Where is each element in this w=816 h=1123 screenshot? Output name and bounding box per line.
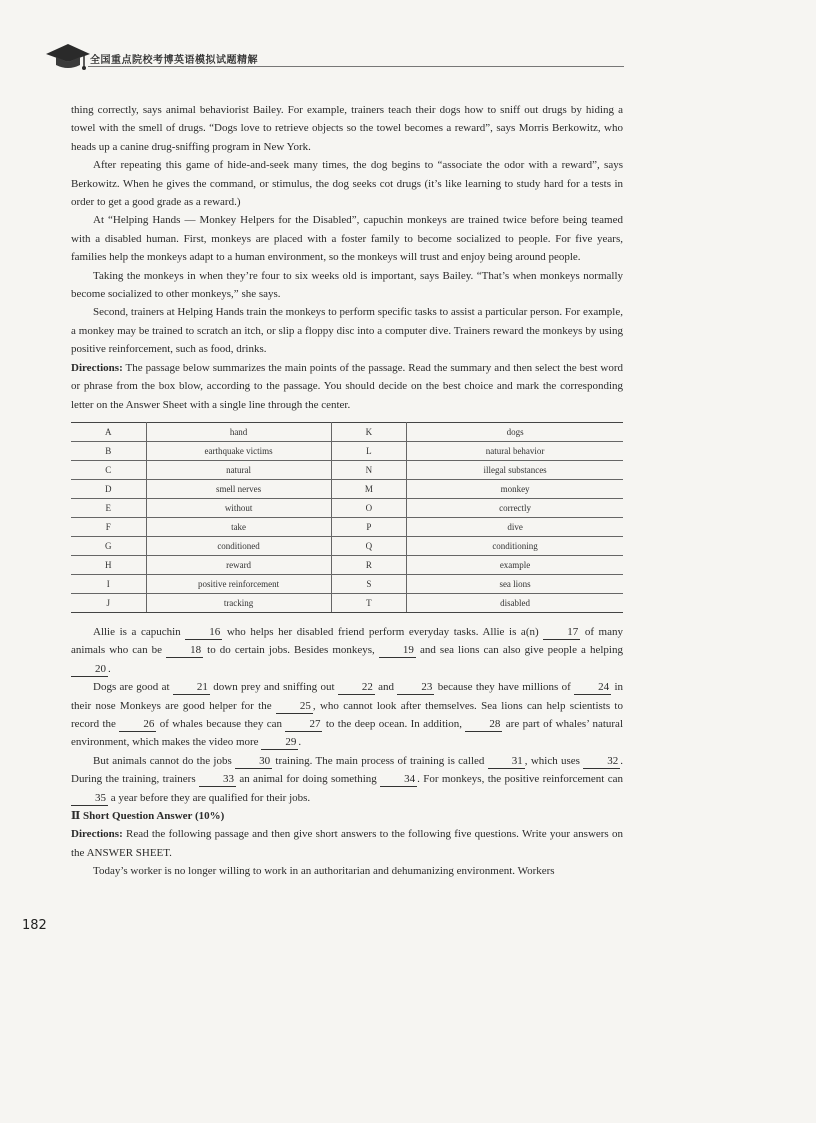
summary-text: Allie is a capuchin — [93, 625, 186, 638]
option-word: natural — [146, 460, 331, 479]
summary-text: Dogs are good at — [93, 681, 173, 694]
summary-text: training. The main process of training is called — [272, 754, 488, 767]
summary-text: an animal for doing something — [235, 773, 381, 786]
option-letter: H — [71, 555, 146, 574]
summary-text: a year before they are qualified for their jobs. — [108, 791, 311, 804]
answer-blank: 31 — [488, 755, 525, 769]
paragraph: Taking the monkeys in when they’re four to six weeks old is important, says Bailey. “That’s when monkeys normally become socialized to other monkeys,” she says. — [71, 269, 623, 301]
answer-blank: 34 — [380, 773, 417, 787]
summary-text: , who cannot look after themselves. Sea lions can help scientists to record the — [71, 699, 623, 730]
summary-text: , which uses — [524, 754, 584, 767]
option-letter: P — [331, 517, 407, 536]
summary-text: to the deep ocean. In addition, — [322, 717, 466, 730]
directions-label: Directions: — [71, 361, 123, 374]
page-number: 182 — [22, 918, 47, 933]
option-letter: Q — [331, 536, 407, 555]
option-letter: K — [331, 422, 407, 441]
table-row — [71, 441, 623, 460]
option-letter: M — [331, 479, 407, 498]
summary-text: to do certain jobs. Besides monkeys, — [203, 644, 379, 657]
summary-text: because they have millions of — [434, 681, 575, 694]
directions-label: Directions: — [71, 828, 123, 841]
option-word: conditioned — [146, 536, 331, 555]
answer-blank: 17 — [543, 626, 580, 640]
answer-blank: 28 — [465, 718, 502, 732]
summary-text: who helps her disabled friend perform everyday tasks. Allie is a(n) — [222, 625, 544, 638]
option-word: natural behavior — [407, 441, 623, 460]
table-row — [71, 479, 623, 498]
summary-text: down prey and sniffing out — [209, 681, 338, 694]
answer-blank: 35 — [71, 792, 108, 806]
option-letter: G — [71, 536, 146, 555]
table-row — [71, 460, 623, 479]
option-letter: D — [71, 479, 146, 498]
paragraph: At “Helping Hands — Monkey Helpers for the Disabled”, capuchin monkeys are trained twice before being teamed with a disabled human. First, monkeys are placed with a foster family to become socialized to people. For five years, families help the monkeys adapt to a human environment, so the monkeys will trust and enjoy being around people. — [71, 214, 623, 264]
summary-text: in their nose Monkeys are good helper for the — [71, 681, 623, 712]
option-word: take — [146, 517, 331, 536]
option-word: correctly — [407, 498, 623, 517]
paragraph: Second, trainers at Helping Hands train the monkeys to perform specific tasks to assist a particular person. For example, a monkey may be trained to scratch an itch, or slip a floppy disc into a computer dive. Trainers reward the monkeys by using positive reinforcement, such as food, drinks. — [71, 306, 623, 356]
option-letter: T — [331, 593, 407, 612]
table-row — [71, 517, 623, 536]
option-letter: O — [331, 498, 407, 517]
answer-blank: 19 — [379, 644, 416, 658]
directions-paragraph — [71, 825, 623, 862]
option-letter: B — [71, 441, 146, 460]
option-letter: N — [331, 460, 407, 479]
answer-blank: 27 — [285, 718, 322, 732]
answer-blank: 21 — [173, 681, 210, 695]
summary-text: of whales because they can — [156, 717, 286, 730]
summary-text: . — [108, 662, 111, 675]
option-letter: S — [331, 574, 407, 593]
directions-paragraph — [71, 359, 623, 414]
paragraph: Today’s worker is no longer willing to work in an authoritarian and dehumanizing environment. Workers — [93, 865, 555, 878]
paragraph: After repeating this game of hide-and-seek many times, the dog begins to “associate the odor with a reward”, says Berkowitz. When he gives the command, or stimulus, the dog seeks cot drugs (it’s like learning to study hard for a tests in order to get a good grade as a reward.) — [71, 159, 623, 209]
page-content — [71, 101, 623, 881]
option-letter: I — [71, 574, 146, 593]
table-row — [71, 593, 623, 612]
option-word: conditioning — [407, 536, 623, 555]
summary-text: and sea lions can also give people a helping — [415, 644, 623, 657]
option-letter: R — [331, 555, 407, 574]
directions-text: The passage below summarizes the main points of the passage. Read the summary and then select the best word or phrase from the box blow, according to the passage. You should decide on the best choice and mark the corresponding letter on the Answer Sheet with a single line through the center. — [71, 361, 623, 411]
option-letter: E — [71, 498, 146, 517]
answer-blank: 29 — [261, 736, 298, 750]
option-word: illegal substances — [407, 460, 623, 479]
option-word: positive reinforcement — [146, 574, 331, 593]
answer-blank: 18 — [166, 644, 203, 658]
header-rule — [88, 66, 624, 67]
answer-blank: 30 — [235, 755, 272, 769]
answer-blank: 26 — [119, 718, 156, 732]
paragraph: thing correctly, says animal behaviorist Bailey. For example, trainers teach their dogs how to sniff out drugs by hiding a towel with the smell of drugs. “Dogs love to retrieve objects so the towel becomes a reward”, says Morris Berkowitz, who heads up a canine drug-sniffing program in New York. — [71, 104, 623, 153]
option-word: tracking — [146, 593, 331, 612]
summary-text: . — [298, 736, 302, 749]
table-row — [71, 422, 623, 441]
option-letter: L — [331, 441, 407, 460]
table-row — [71, 536, 623, 555]
option-word: reward — [146, 555, 331, 574]
summary-text: . During the training, trainers — [71, 754, 624, 786]
answer-blank: 20 — [71, 663, 108, 677]
table-row — [71, 498, 623, 517]
option-word: dogs — [407, 422, 623, 441]
answer-blank: 24 — [574, 681, 611, 695]
table-row — [71, 574, 623, 593]
section-heading: Ⅱ Short Question Answer (10%) — [71, 809, 225, 822]
option-word: sea lions — [407, 574, 623, 593]
word-bank-table — [71, 422, 623, 613]
option-word: earthquake victims — [146, 441, 331, 460]
option-word: monkey — [407, 479, 623, 498]
answer-blank: 33 — [199, 773, 236, 787]
summary-paragraph — [71, 678, 623, 752]
option-word: smell nerves — [146, 479, 331, 498]
answer-blank: 23 — [397, 681, 434, 695]
option-letter: C — [71, 460, 146, 479]
option-letter: A — [71, 422, 146, 441]
directions-text: Read the following passage and then give short answers to the following five questions. Write your answers on the ANSWER SHEET. — [71, 828, 623, 859]
option-letter: J — [71, 593, 146, 612]
option-word: hand — [146, 422, 331, 441]
option-word: example — [407, 555, 623, 574]
summary-text: . For monkeys, the positive reinforcement can — [417, 773, 623, 786]
option-word: without — [146, 498, 331, 517]
answer-blank: 32 — [583, 755, 620, 769]
option-letter: F — [71, 517, 146, 536]
answer-blank: 25 — [276, 700, 313, 714]
summary-text: of many animals who can be — [71, 625, 623, 657]
table-row — [71, 555, 623, 574]
answer-blank: 22 — [338, 681, 375, 695]
graduation-cap-icon — [44, 40, 90, 74]
option-word: disabled — [407, 593, 623, 612]
summary-paragraph — [71, 623, 623, 678]
summary-paragraph — [71, 752, 623, 807]
summary-text: are part of whales’ natural environment, which makes the video more — [71, 717, 623, 749]
header-title: 全国重点院校考博英语模拟试题精解 — [90, 55, 258, 66]
answer-blank: 16 — [185, 626, 222, 640]
summary-text: But animals cannot do the jobs — [93, 754, 236, 767]
option-word: dive — [407, 517, 623, 536]
summary-text: and — [374, 681, 398, 694]
page-header — [44, 40, 624, 76]
